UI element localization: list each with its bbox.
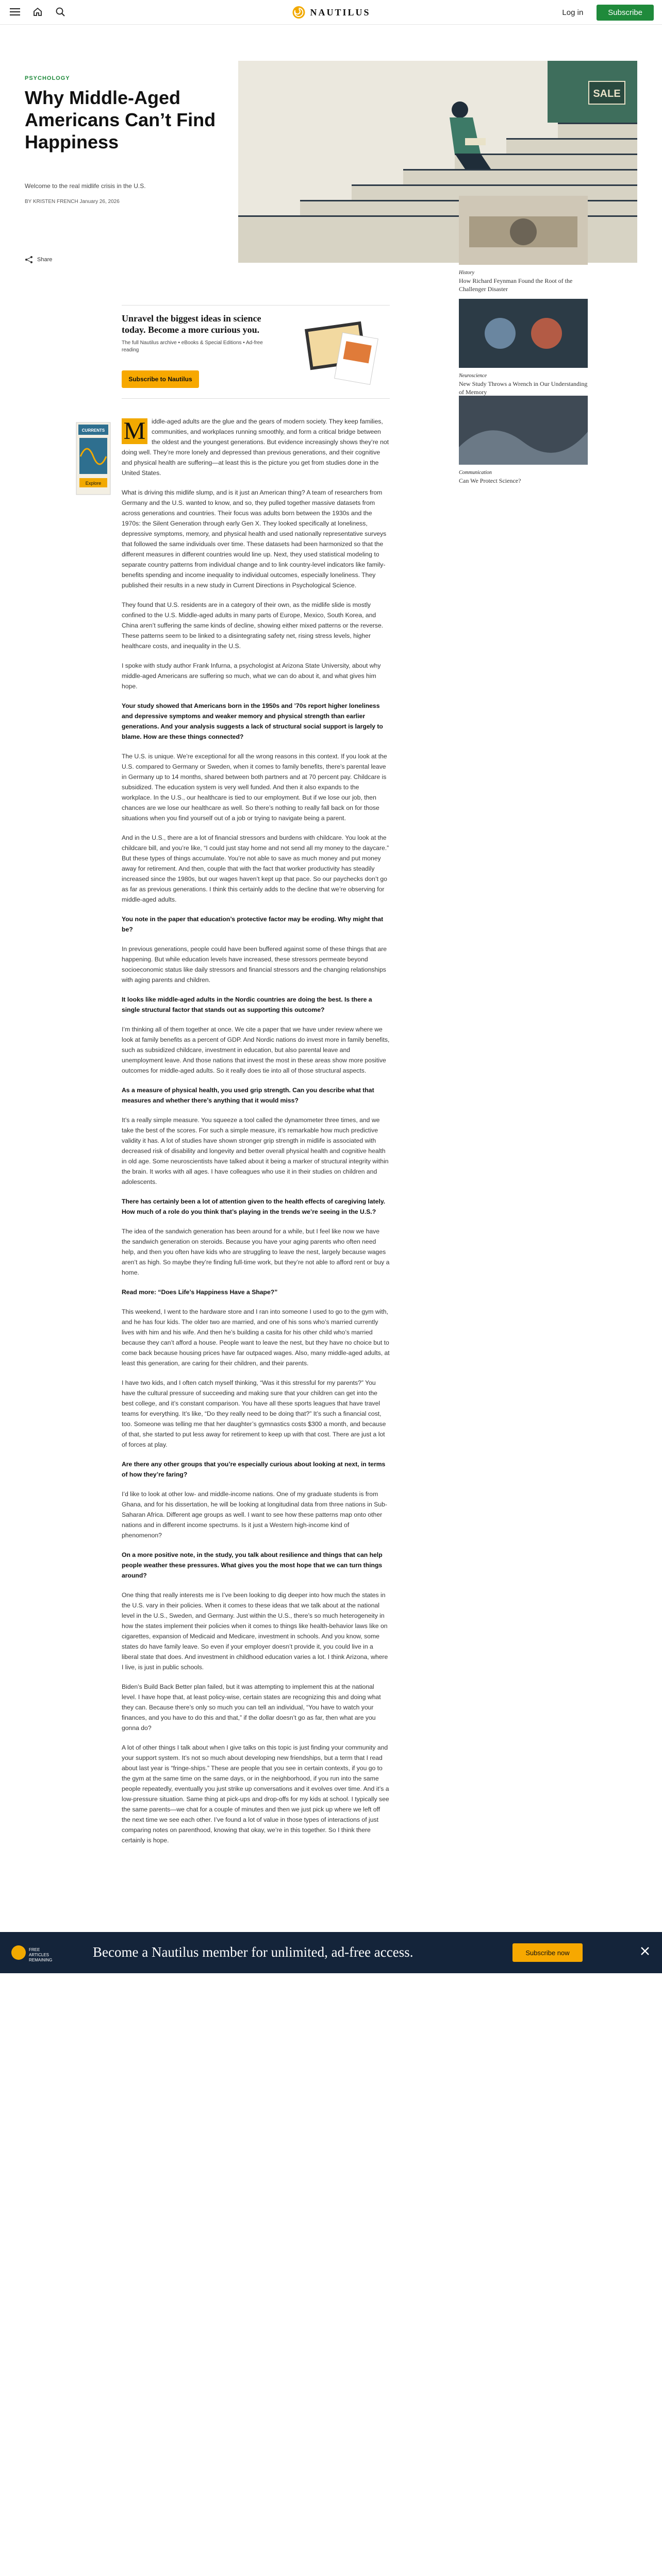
interview-question: On a more positive note, in the study, you talk about resilience and things that can help people weather these pressures. What gives you the most hope that we can turn things around? bbox=[122, 1551, 383, 1579]
share-icon bbox=[25, 256, 33, 264]
nav-left-icons bbox=[9, 6, 66, 18]
share-button[interactable] bbox=[25, 256, 52, 264]
sidebar-title[interactable]: How Richard Feynman Found the Root of the Challenger Disaster bbox=[459, 277, 573, 293]
banner-message: Become a Nautilus member for unlimited, ad-free access. bbox=[93, 1944, 413, 1960]
article-byline: BY KRISTEN FRENCH January 26, 2026 bbox=[25, 199, 120, 205]
article-paragraph: A lot of other things I talk about when I give talks on this topic is just finding your community and your support system. It’s not so much about developing new friendships, but a term that I read about last year is “fringe-ships.” These are people that you see in certain contexts, if you go to the gym at the same time on the same days, or in the neighborhood, if you run into the same people repeatedly, eventually you just strike up conversations and it evolves over time. And it’s a low-pressure situation. Same thing at pick-ups and drop-offs for my kids at school. I typically see the same parents—we chat for a couple of minutes and then we just pick up where we left off the next time we see each other. I’ve found a lot of value in those types of interactions of just comparing notes on parenthood, knowing that okay, we’re in this together. So I think there certainly is hope. bbox=[122, 1744, 389, 1844]
free-articles-badge bbox=[9, 1940, 51, 1965]
article-paragraph: And in the U.S., there are a lot of financial stressors and burdens with childcare. You look at the childcare bill, and you’re like, “I could just stay home and not send all my money to the daycare.” But these types of things accumulate. You’re not able to save as much money and put money away for retirement. And then, couple that with the fact that worker productivity has steadily increased since the 1980s, but our wages haven’t kept up that pace. So our paychecks don’t go as far as previous generations. I think this certainly adds to the decline that we’re observing for middle-aged adults. bbox=[122, 834, 389, 903]
article-subtitle: Welcome to the real midlife crisis in the U.S. bbox=[25, 182, 146, 190]
sidebar-image bbox=[459, 396, 588, 465]
share-label: Share bbox=[37, 257, 53, 263]
nav-right bbox=[556, 5, 654, 21]
subscribe-button[interactable]: Subscribe bbox=[597, 5, 654, 21]
brand-name: NAUTILUS bbox=[310, 7, 371, 18]
article-paragraph: I have two kids, and I often catch myself thinking, “Was it this stressful for my parents?” You have the cultural pressure of succeeding and making sure that your children can get into the best college, and it’s constant comparison. You have all these sports leagues that have travel teams for everything. It’s like, “Do they really need to be doing that?” It’s such a financial cost, too. Someone was telling me that her daughter’s gymnastics costs $300 a month, and because of that, she started to put less away for retirement to keep up with that cost. There are just a lot of forces at play. bbox=[122, 1379, 386, 1448]
interview-question: Are there any other groups that you’re especially curious about looking at next, in terms of how they’re faring? bbox=[122, 1461, 386, 1478]
sidebar-category: Communication bbox=[459, 470, 492, 476]
article-paragraph: The idea of the sandwich generation has been around for a while, but I feel like now we have the sandwich generation on steroids. Because you have your aging parents who often need help, and then you often have kids who are struggling to leave the nest, largely because wages aren’t as high. So maybe they’re finding full-time work, but they’re not able to afford rent or buy a home. bbox=[122, 1228, 390, 1276]
article-paragraph: One thing that really interests me is I’ve been looking to dig deeper into how much the states in the U.S. vary in their policies. When it comes to these ideas that we talk about at the national level in the U.S., Sweden, and Germany. Just within the U.S., there’s so much heterogeneity in how the states implement their policies when it comes to things like health-behavior laws like on cigarettes, expansion of Medicaid and Medicare, investment in schools. And you know, some states do have family leave. So even if your employer doesn’t provide it, you could live in a liberal state that does. And investment in childhood education varies a lot. I think Arizona, where I live, is just in public schools. bbox=[122, 1591, 388, 1671]
sidebar-item-2[interactable] bbox=[459, 299, 588, 396]
top-navigation bbox=[0, 0, 662, 25]
sidebar-title[interactable]: Can We Protect Science? bbox=[459, 477, 521, 484]
sidebar-item-1[interactable] bbox=[459, 196, 588, 293]
sidebar-item-3[interactable] bbox=[459, 396, 588, 485]
nautilus-shell-icon bbox=[291, 5, 306, 20]
interview-question: You note in the paper that education’s protective factor may be eroding. Why might that be? bbox=[122, 916, 384, 933]
interview-question: Your study showed that Americans born in the 1950s and ’70s report higher loneliness and depressive symptoms and weaker memory and physical strength than earlier generations. And your analysis suggests a lack of structural social support is largely to blame. How are these things connected? bbox=[122, 702, 383, 740]
article-paragraph: In previous generations, people could have been buffered against some of these things that are happening. But while education levels have increased, these stressors permeate beyond socioeconomic status like daily stressors and financial stressors and the changing relationships with aging parents and children. bbox=[122, 945, 387, 984]
login-link[interactable]: Log in bbox=[562, 8, 584, 17]
newsletter-promo bbox=[122, 305, 390, 399]
banner-subscribe-button[interactable]: Subscribe now bbox=[512, 1943, 583, 1962]
currents-label: CURRENTS bbox=[81, 428, 105, 433]
article-paragraph: I’m thinking all of them together at once. We cite a paper that we have under review where we look at family benefits as a percent of GDP. And Nordic nations do invest more in family benefits, such as subsidized childcare, investment in education, but also parental leave and unemployment leave. And those nations that invest the most in these areas show more positive outcomes for middle-aged adults. So it really does tie into all of those structural aspects. bbox=[122, 1026, 390, 1074]
article-category[interactable]: PSYCHOLOGY bbox=[25, 75, 70, 81]
search-icon[interactable] bbox=[55, 6, 66, 18]
menu-icon[interactable] bbox=[9, 6, 21, 18]
article-paragraph: The U.S. is unique. We’re exceptional for all the wrong reasons in this context. If you look at the U.S. compared to Germany or Sweden, when it comes to family benefits, there’s parental leave in Germany up to 14 months, shared between both partners and at 70 percent pay. Childcare is subsidized. The education system is very well funded. And then it also expands to the workplace. In the U.S., our healthcare is tied to our employment. But if we lose our job, then chances are we lose our healthcare as well. So there’s nothing to really fall back on for those situations when you find yourself out of a job or trying to navigate being a parent. bbox=[122, 753, 387, 822]
currents-explore[interactable]: Explore bbox=[85, 481, 102, 486]
promo-description: The full Nautilus archive • eBooks & Special Editions • Ad-free reading bbox=[122, 340, 263, 353]
article-paragraph: What is driving this midlife slump, and is it just an American thing? A team of researchers from Germany and the U.S. wanted to know, and so, they pulled together massive datasets from across generations and countries. Their focus was adults born between the 1930s and the 1970s: the Silent Generation through early Gen X. They looked specifically at loneliness, depressive symptoms, memory, and physical health and used nationally representative surveys that followed the same individuals over time. These datasets had been harmonized so that the different measures in different countries would line up. Next, they used statistical modeling to separate country patterns from individual change and to link country-level indicators like family-benefits spending and income inequality to individual outcomes, especially loneliness. They published their results in a new study in Current Directions in Psychological Science. bbox=[122, 489, 387, 589]
dropcap-letter: M bbox=[122, 418, 147, 444]
article-paragraph: They found that U.S. residents are in a category of their own, as the midlife slide is mostly confined to the U.S. Middle-aged adults in many parts of Europe, Mexico, South Korea, and China aren’t suffering the same kinds of decline, showing either mixed patterns or the reverse. These patterns seem to be linked to a disintegrating safety net, rising stress levels, higher healthcare costs, and inequality in the U.S. bbox=[122, 601, 384, 650]
article-paragraph: I spoke with study author Frank Infurna, a psychologist at Arizona State University, about why middle-aged Americans are suffering so much, what we can do about it, and what gives him hope. bbox=[122, 662, 381, 690]
interview-question: There has certainly been a lot of attention given to the health effects of caregiving lately. How much of a role do you think that’s playing in the trends we’re seeing in the U.S.? bbox=[122, 1198, 386, 1215]
promo-subscribe-button[interactable]: Subscribe to Nautilus bbox=[122, 370, 199, 388]
interview-question: As a measure of physical health, you used grip strength. Can you describe what that measures and whether there’s anything that it would miss? bbox=[122, 1087, 374, 1104]
promo-title: Unravel the biggest ideas in science today. Become a more curious you. bbox=[122, 313, 261, 335]
article-paragraph: It’s a really simple measure. You squeeze a tool called the dynamometer three times, and we take the best of the scores. For such a simple measure, it’s remarkable how much predictive validity it has. A lot of studies have shown stronger grip strength in midlife is associated with decreased risk of disability and longevity and better overall physical health and cognitive health in old age. Some neuroscientists have talked about it being a marker of structural integrity within the brain. It works with all ages. I have colleagues who use it in their studies on children and adolescents. bbox=[122, 1116, 389, 1185]
interview-question: Read more: “Does Life’s Happiness Have a Shape?” bbox=[122, 1289, 278, 1296]
sidebar-title[interactable]: New Study Throws a Wrench in Our Understanding of Memory bbox=[459, 380, 588, 396]
sidebar-category: Neuroscience bbox=[459, 373, 487, 379]
article-body bbox=[122, 416, 390, 1855]
promo-magazine-image bbox=[292, 315, 385, 387]
article-paragraph: I’d like to look at other low- and middle-income nations. One of my graduate students is from Ghana, and for his dissertation, he will be looking at longitudinal data from three nations in Sub-Saharan Africa. Different age groups as well. I want to see how these patterns map onto other nations and in different income spectrums. Is it just a Western high-income kind of phenomenon? bbox=[122, 1490, 387, 1539]
article-paragraph: This weekend, I went to the hardware store and I ran into someone I used to go to the gym with, and he has four kids. The older two are married, and one of his sons who’s married currently lives with him and his wife. And then he’s building a casita for his other child who’s married because they can’t afford a house. People want to leave the nest, but they have no choice but to come back because housing prices have far outpaced wages. Also, many middle-aged adults, at least this generation, are caring for their children, and their parents. bbox=[122, 1308, 390, 1367]
article-paragraph: Biden’s Build Back Better plan failed, but it was attempting to implement this at the national level. I have hope that, at least policy-wise, certain states are recognizing this and doing what they can. Because there’s only so much you can tell an individual, “You have to watch your finances, and you have to do this and that,” if the dollar doesn’t go as far, then what are you gonna do? bbox=[122, 1683, 381, 1732]
article-title: Why Middle-Aged Americans Can’t Find Happiness bbox=[25, 87, 216, 152]
currents-badge[interactable] bbox=[74, 420, 112, 497]
article-paragraphs bbox=[122, 416, 390, 1845]
sign-label: SALE bbox=[593, 88, 621, 99]
brand-logo[interactable] bbox=[291, 5, 370, 20]
home-icon[interactable] bbox=[32, 6, 43, 18]
close-icon[interactable] bbox=[636, 1942, 654, 1960]
interview-question: It looks like middle-aged adults in the Nordic countries are doing the best. Is there a single structural factor that stands out as supporting this outcome? bbox=[122, 996, 372, 1013]
article-paragraph: iddle-aged adults are the glue and the gears of modern society. They keep families, communities, and workplaces running smoothly, and form a critical bridge between the oldest and the youngest generations. But evidence increasingly shows they’re not doing well. They’re more lonely and depressed than previous generations, and their cognitive and physical health are suffering—at least this is the picture you get from studies done in the United States. bbox=[122, 418, 389, 477]
sidebar-category: History bbox=[459, 270, 474, 276]
free-articles-label: FREE ARTICLES REMAINING bbox=[29, 1947, 53, 1962]
sidebar-image bbox=[459, 196, 588, 265]
membership-banner bbox=[0, 1932, 662, 1973]
sidebar-image bbox=[459, 299, 588, 368]
